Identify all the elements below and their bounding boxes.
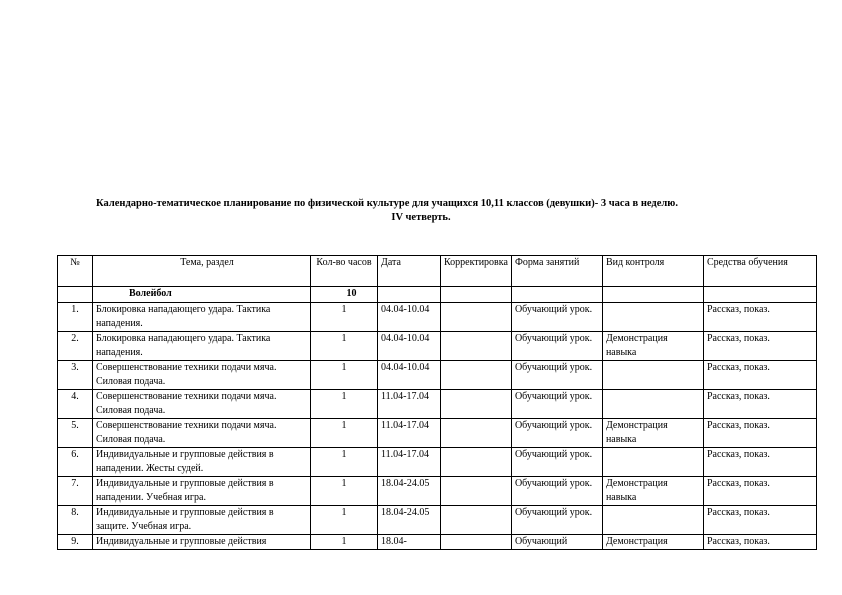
cell-correction: [441, 419, 512, 448]
quarter-subtitle: IV четверть.: [391, 212, 451, 223]
cell-lesson-form: Обучающий урок.: [511, 506, 602, 535]
cell-number: 1.: [58, 303, 93, 332]
cell-correction: [441, 477, 512, 506]
header-correction: Корректировка: [441, 256, 512, 287]
header-control-type: Вид контроля: [602, 256, 703, 287]
table-row: [58, 332, 817, 361]
lesson-plan-table: [57, 255, 817, 550]
cell-control-type: Демонстрация: [602, 535, 703, 550]
cell-date: 04.04-10.04: [378, 361, 441, 390]
cell-lesson-form: Обучающий урок.: [511, 390, 602, 419]
table-row: [58, 477, 817, 506]
table-body: [58, 256, 817, 550]
cell-control-type: [602, 448, 703, 477]
cell-hours: 1: [311, 390, 378, 419]
cell-correction: [441, 448, 512, 477]
cell-number: 6.: [58, 448, 93, 477]
cell-hours: 1: [311, 448, 378, 477]
cell-control-type: Демонстрация навыка: [602, 419, 703, 448]
cell-topic: Блокировка нападающего удара. Тактика нападения.: [93, 332, 311, 361]
section-teaching-means: [703, 287, 816, 303]
cell-date: 11.04-17.04: [378, 448, 441, 477]
cell-hours: 1: [311, 477, 378, 506]
header-date: Дата: [378, 256, 441, 287]
cell-correction: [441, 332, 512, 361]
cell-hours: 1: [311, 419, 378, 448]
cell-correction: [441, 535, 512, 550]
cell-control-type: [602, 506, 703, 535]
cell-topic: Блокировка нападающего удара. Тактика нападения.: [93, 303, 311, 332]
cell-topic: Совершенствование техники подачи мяча. Силовая подача.: [93, 390, 311, 419]
cell-date: 18.04-24.05: [378, 506, 441, 535]
cell-control-type: Демонстрация навыка: [602, 477, 703, 506]
table-row: [58, 390, 817, 419]
cell-number: 9.: [58, 535, 93, 550]
section-lesson-form: [511, 287, 602, 303]
header-topic: Тема, раздел: [93, 256, 311, 287]
cell-teaching-means: Рассказ, показ.: [703, 332, 816, 361]
cell-number: 5.: [58, 419, 93, 448]
cell-teaching-means: Рассказ, показ.: [703, 390, 816, 419]
cell-lesson-form: Обучающий урок.: [511, 361, 602, 390]
cell-date: 18.04-24.05: [378, 477, 441, 506]
cell-hours: 1: [311, 535, 378, 550]
header-number: №: [58, 256, 93, 287]
cell-number: 2.: [58, 332, 93, 361]
section-control-type: [602, 287, 703, 303]
cell-number: 4.: [58, 390, 93, 419]
section-row: [58, 287, 817, 303]
header-teaching-means: Средства обучения: [703, 256, 816, 287]
cell-date: 04.04-10.04: [378, 303, 441, 332]
table-row: [58, 448, 817, 477]
table-row: [58, 361, 817, 390]
cell-date: 11.04-17.04: [378, 390, 441, 419]
section-date: [378, 287, 441, 303]
section-topic: Волейбол: [93, 287, 311, 303]
header-row: [58, 256, 817, 287]
cell-lesson-form: Обучающий урок.: [511, 303, 602, 332]
cell-lesson-form: Обучающий урок.: [511, 477, 602, 506]
cell-control-type: [602, 390, 703, 419]
cell-lesson-form: Обучающий урок.: [511, 448, 602, 477]
cell-topic: Индивидуальные и групповые действия в нападении. Жесты судей.: [93, 448, 311, 477]
cell-teaching-means: Рассказ, показ.: [703, 535, 816, 550]
cell-teaching-means: Рассказ, показ.: [703, 361, 816, 390]
cell-number: 3.: [58, 361, 93, 390]
cell-teaching-means: Рассказ, показ.: [703, 303, 816, 332]
cell-correction: [441, 361, 512, 390]
cell-correction: [441, 506, 512, 535]
cell-hours: 1: [311, 303, 378, 332]
cell-lesson-form: Обучающий урок.: [511, 419, 602, 448]
table-row: [58, 303, 817, 332]
cell-control-type: [602, 303, 703, 332]
cell-teaching-means: Рассказ, показ.: [703, 506, 816, 535]
section-hours: 10: [311, 287, 378, 303]
cell-topic: Совершенствование техники подачи мяча. Силовая подача.: [93, 419, 311, 448]
cell-number: 8.: [58, 506, 93, 535]
cell-topic: Совершенствование техники подачи мяча. Силовая подача.: [93, 361, 311, 390]
section-number: [58, 287, 93, 303]
cell-control-type: Демонстрация навыка: [602, 332, 703, 361]
cell-date: 18.04-: [378, 535, 441, 550]
cell-correction: [441, 390, 512, 419]
document-title: Календарно-тематическое планирование по физической культуре для учащихся 10,11 классов (девушки)- 3 часа в неделю.: [96, 198, 678, 209]
header-lesson-form: Форма занятий: [511, 256, 602, 287]
header-hours: Кол-во часов: [311, 256, 378, 287]
cell-date: 11.04-17.04: [378, 419, 441, 448]
cell-correction: [441, 303, 512, 332]
cell-hours: 1: [311, 332, 378, 361]
cell-topic: Индивидуальные и групповые действия в нападении. Учебная игра.: [93, 477, 311, 506]
cell-teaching-means: Рассказ, показ.: [703, 477, 816, 506]
cell-hours: 1: [311, 361, 378, 390]
section-correction: [441, 287, 512, 303]
table-row: [58, 506, 817, 535]
cell-hours: 1: [311, 506, 378, 535]
cell-lesson-form: Обучающий: [511, 535, 602, 550]
table-row: [58, 535, 817, 550]
cell-lesson-form: Обучающий урок.: [511, 332, 602, 361]
cell-teaching-means: Рассказ, показ.: [703, 419, 816, 448]
cell-date: 04.04-10.04: [378, 332, 441, 361]
cell-topic: Индивидуальные и групповые действия: [93, 535, 311, 550]
cell-number: 7.: [58, 477, 93, 506]
cell-control-type: [602, 361, 703, 390]
table-row: [58, 419, 817, 448]
cell-topic: Индивидуальные и групповые действия в защите. Учебная игра.: [93, 506, 311, 535]
cell-teaching-means: Рассказ, показ.: [703, 448, 816, 477]
